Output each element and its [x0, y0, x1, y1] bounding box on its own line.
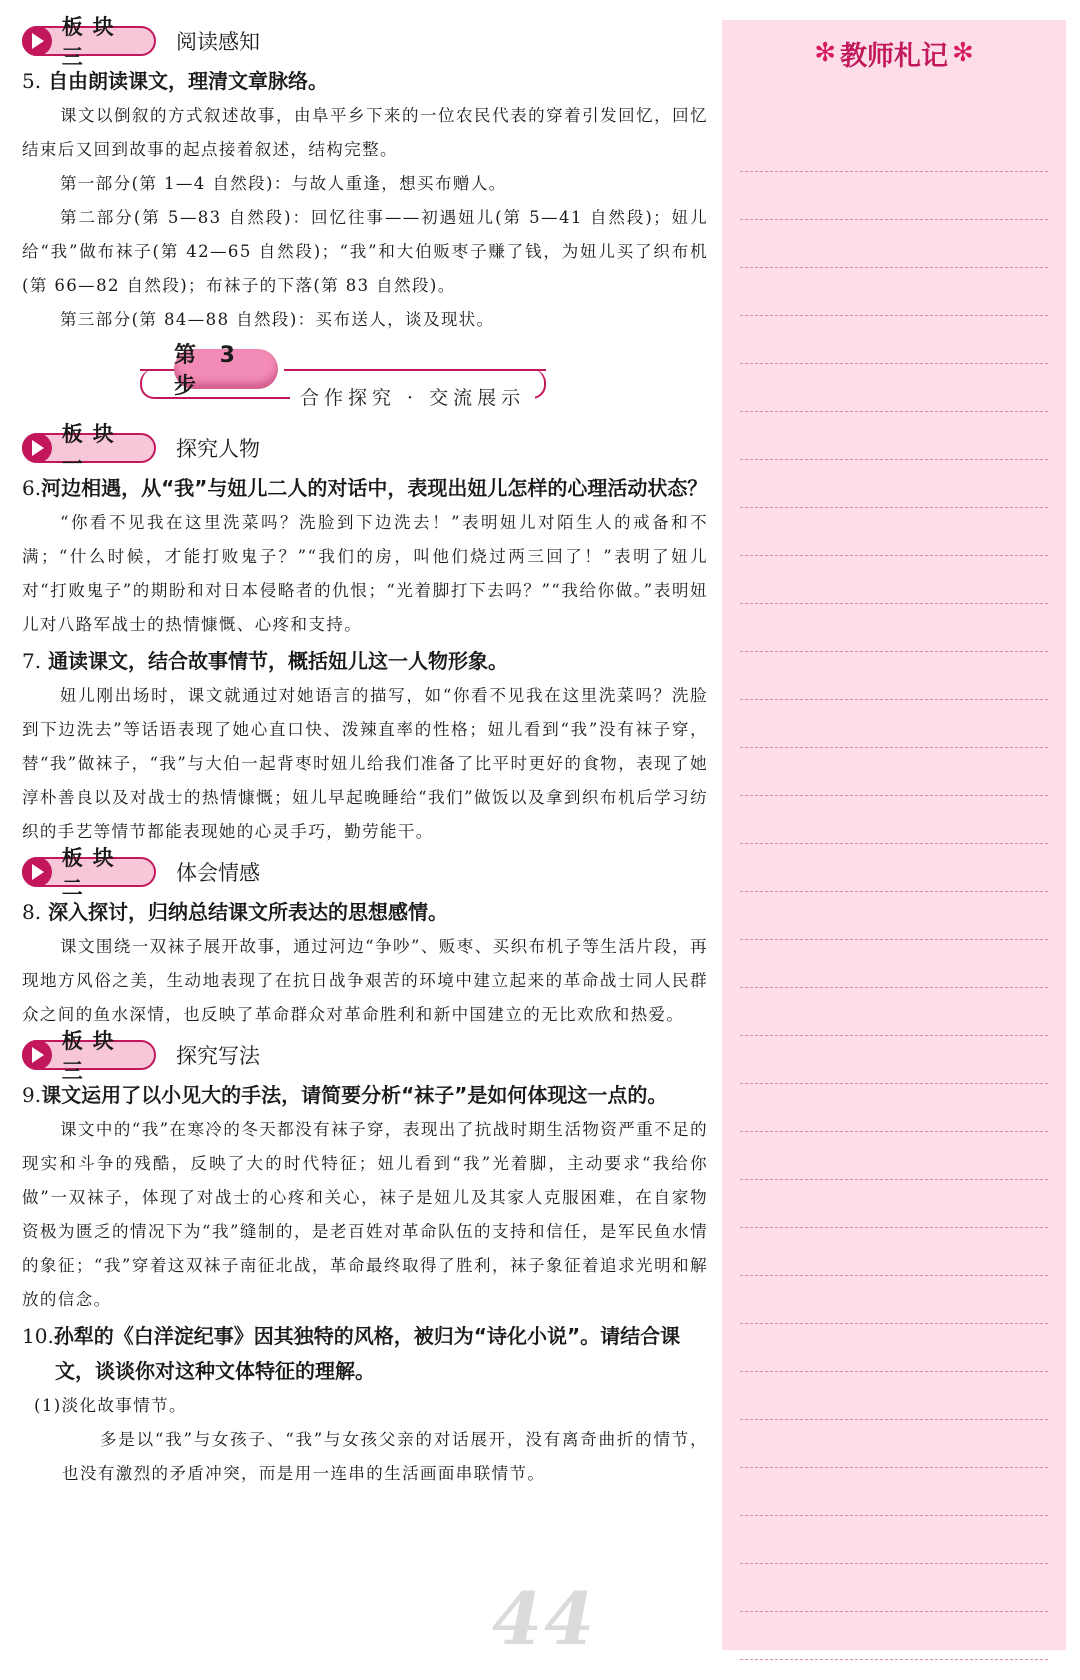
note-line — [740, 796, 1048, 844]
note-line — [740, 508, 1048, 556]
note-line — [740, 172, 1048, 220]
play-arrow-icon — [22, 857, 52, 887]
note-line — [740, 1084, 1048, 1132]
module-tag-label: 板块二 — [61, 846, 124, 900]
question-text: 深入探讨，归纳总结课文所表达的思想感情。 — [48, 900, 449, 924]
note-line — [740, 748, 1048, 796]
sub-point: (1)淡化故事情节。 — [34, 1396, 187, 1415]
question-text: 课文运用了以小见大的手法，请简要分析“袜子”是如何体现这一点的。 — [41, 1083, 668, 1107]
note-line — [740, 412, 1048, 460]
module-title: 体会情感 — [176, 861, 260, 885]
module-bar-emotion — [22, 846, 708, 900]
page-number: 44 — [492, 1576, 597, 1661]
module-tag-label: 板块一 — [61, 422, 124, 476]
note-line — [740, 1468, 1048, 1516]
note-line — [740, 604, 1048, 652]
note-line — [740, 1420, 1048, 1468]
note-line — [740, 124, 1048, 172]
note-line — [740, 652, 1048, 700]
step-banner — [22, 345, 708, 425]
question-number: 7. — [22, 649, 42, 673]
module-tag — [22, 846, 156, 900]
question-number: 9. — [22, 1083, 42, 1107]
note-line — [740, 892, 1048, 940]
note-line — [740, 844, 1048, 892]
note-line — [740, 1564, 1048, 1612]
flower-icon: ✻ — [952, 38, 974, 68]
play-arrow-icon — [22, 1040, 52, 1070]
answer-paragraph: 第一部分(第 1—4 自然段)：与故人重逢，想买布赠人。 — [60, 174, 507, 193]
answer-paragraph: “你看不见我在这里洗菜吗？洗脸到下边洗去！”表明妞儿对陌生人的戒备和不满；“什么时候，才能打败鬼子？”“我们的房，叫他们烧过两三回了！”表明了妞儿对“打败鬼子”的期盼和对日本侵略者的仇恨；“光着脚打下去吗？”“我给你做。”表明妞儿对八路军战士的热情慷慨、心疼和支持。 — [22, 513, 708, 634]
note-line — [740, 556, 1048, 604]
module-title: 阅读感知 — [176, 30, 260, 54]
module-title: 探究人物 — [176, 437, 260, 461]
question-7 — [22, 644, 708, 679]
note-line — [740, 1132, 1048, 1180]
sidebar-title: 教师札记 — [840, 40, 948, 72]
teacher-notes-sidebar — [722, 20, 1066, 1650]
answer-paragraph: 第三部分(第 84—88 自然段)：买布送人，谈及现状。 — [60, 310, 495, 329]
note-line — [740, 700, 1048, 748]
module-bar-reading — [22, 15, 708, 69]
flower-icon: ✻ — [814, 38, 836, 68]
module-tag — [22, 422, 156, 476]
answer-paragraph: 课文以倒叙的方式叙述故事，由阜平乡下来的一位农民代表的穿着引发回忆，回忆结束后又回到故事的起点接着叙述，结构完整。 — [22, 106, 708, 159]
question-number: 5. — [22, 69, 42, 93]
note-line — [740, 268, 1048, 316]
step-subtitle: 合作探究 · 交流展示 — [290, 383, 535, 410]
sidebar-header — [722, 20, 1066, 86]
answer-paragraph: 第二部分(第 5—83 自然段)：回忆往事——初遇妞儿(第 5—41 自然段)；妞儿给“我”做布袜子(第 42—65 自然段)；“我”和大伯贩枣子赚了钱，为妞儿买了织布机(第 66—82 自然段)；布袜子的下落(第 83 自然段)。 — [22, 208, 708, 295]
question-text: 河边相遇，从“我”与妞儿二人的对话中，表现出妞儿怎样的心理活动状态？ — [41, 476, 708, 500]
answer-paragraph: 妞儿刚出场时，课文就通过对她语言的描写，如“你看不见我在这里洗菜吗？洗脸到下边洗去”等话语表现了她心直口快、泼辣直率的性格；妞儿看到“我”没有袜子穿，替“我”做袜子，“我”与大伯一起背枣时妞儿给我们准备了比平时更好的食物，表现了她淳朴善良以及对战士的热情慷慨；妞儿早起晚睡给“我们”做饭以及拿到织布机后学习纺织的手艺等情节都能表现她的心灵手巧，勤劳能干。 — [22, 686, 708, 841]
module-tag-label: 板块三 — [61, 1029, 124, 1083]
main-content — [22, 15, 708, 1491]
question-number: 6. — [22, 476, 42, 500]
module-tag — [22, 15, 156, 69]
note-line — [740, 1036, 1048, 1084]
play-arrow-icon — [22, 26, 52, 56]
note-line — [740, 316, 1048, 364]
module-bar-writing — [22, 1029, 708, 1083]
module-tag-label: 板块三 — [61, 15, 124, 69]
note-line — [740, 988, 1048, 1036]
note-line — [740, 1612, 1048, 1660]
module-tag — [22, 1029, 156, 1083]
answer-paragraph: 多是以“我”与女孩子、“我”与女孩父亲的对话展开，没有离奇曲折的情节，也没有激烈的矛盾冲突，而是用一连串的生活画面串联情节。 — [62, 1430, 708, 1483]
module-title: 探究写法 — [176, 1044, 260, 1068]
question-number: 8. — [22, 900, 42, 924]
question-text: 通读课文，结合故事情节，概括妞儿这一人物形象。 — [48, 649, 509, 673]
answer-paragraph: 课文围绕一双袜子展开故事，通过河边“争吵”、贩枣、买织布机子等生活片段，再现地方风俗之美，生动地表现了在抗日战争艰苦的环境中建立起来的革命战士同人民群众之间的鱼水深情，也反映了革命群众对革命胜利和新中国建立的无比欢欣和热爱。 — [22, 937, 708, 1024]
note-line — [740, 1324, 1048, 1372]
question-text: 自由朗读课文，理清文章脉络。 — [48, 69, 329, 93]
note-line — [740, 220, 1048, 268]
note-line — [740, 1276, 1048, 1324]
note-line — [740, 1228, 1048, 1276]
note-line — [740, 940, 1048, 988]
question-10 — [22, 1319, 708, 1389]
question-number: 10. — [22, 1324, 54, 1348]
note-line — [740, 460, 1048, 508]
answer-paragraph: 课文中的“我”在寒冷的冬天都没有袜子穿，表现出了抗战时期生活物资严重不足的现实和斗争的残酷，反映了大的时代特征；妞儿看到“我”光着脚，主动要求“我给你做”一双袜子，体现了对战士的心疼和关心，袜子是妞儿及其家人克服困难，在自家物资极为匮乏的情况下为“我”缝制的，是老百姓对革命队伍的支持和信任，是军民鱼水情的象征；“我”穿着这双袜子南征北战，革命最终取得了胜利，袜子象征着追求光明和解放的信念。 — [22, 1120, 708, 1309]
note-lines — [740, 124, 1048, 1660]
question-text: 孙犁的《白洋淀纪事》因其独特的风格，被归为“诗化小说”。请结合课文，谈谈你对这种文体特征的理解。 — [53, 1324, 681, 1383]
note-line — [740, 364, 1048, 412]
play-arrow-icon — [22, 433, 52, 463]
note-line — [740, 1516, 1048, 1564]
note-line — [740, 1372, 1048, 1420]
step-label: 第 3 步 — [174, 349, 278, 389]
module-bar-character — [22, 422, 708, 476]
note-line — [740, 1180, 1048, 1228]
